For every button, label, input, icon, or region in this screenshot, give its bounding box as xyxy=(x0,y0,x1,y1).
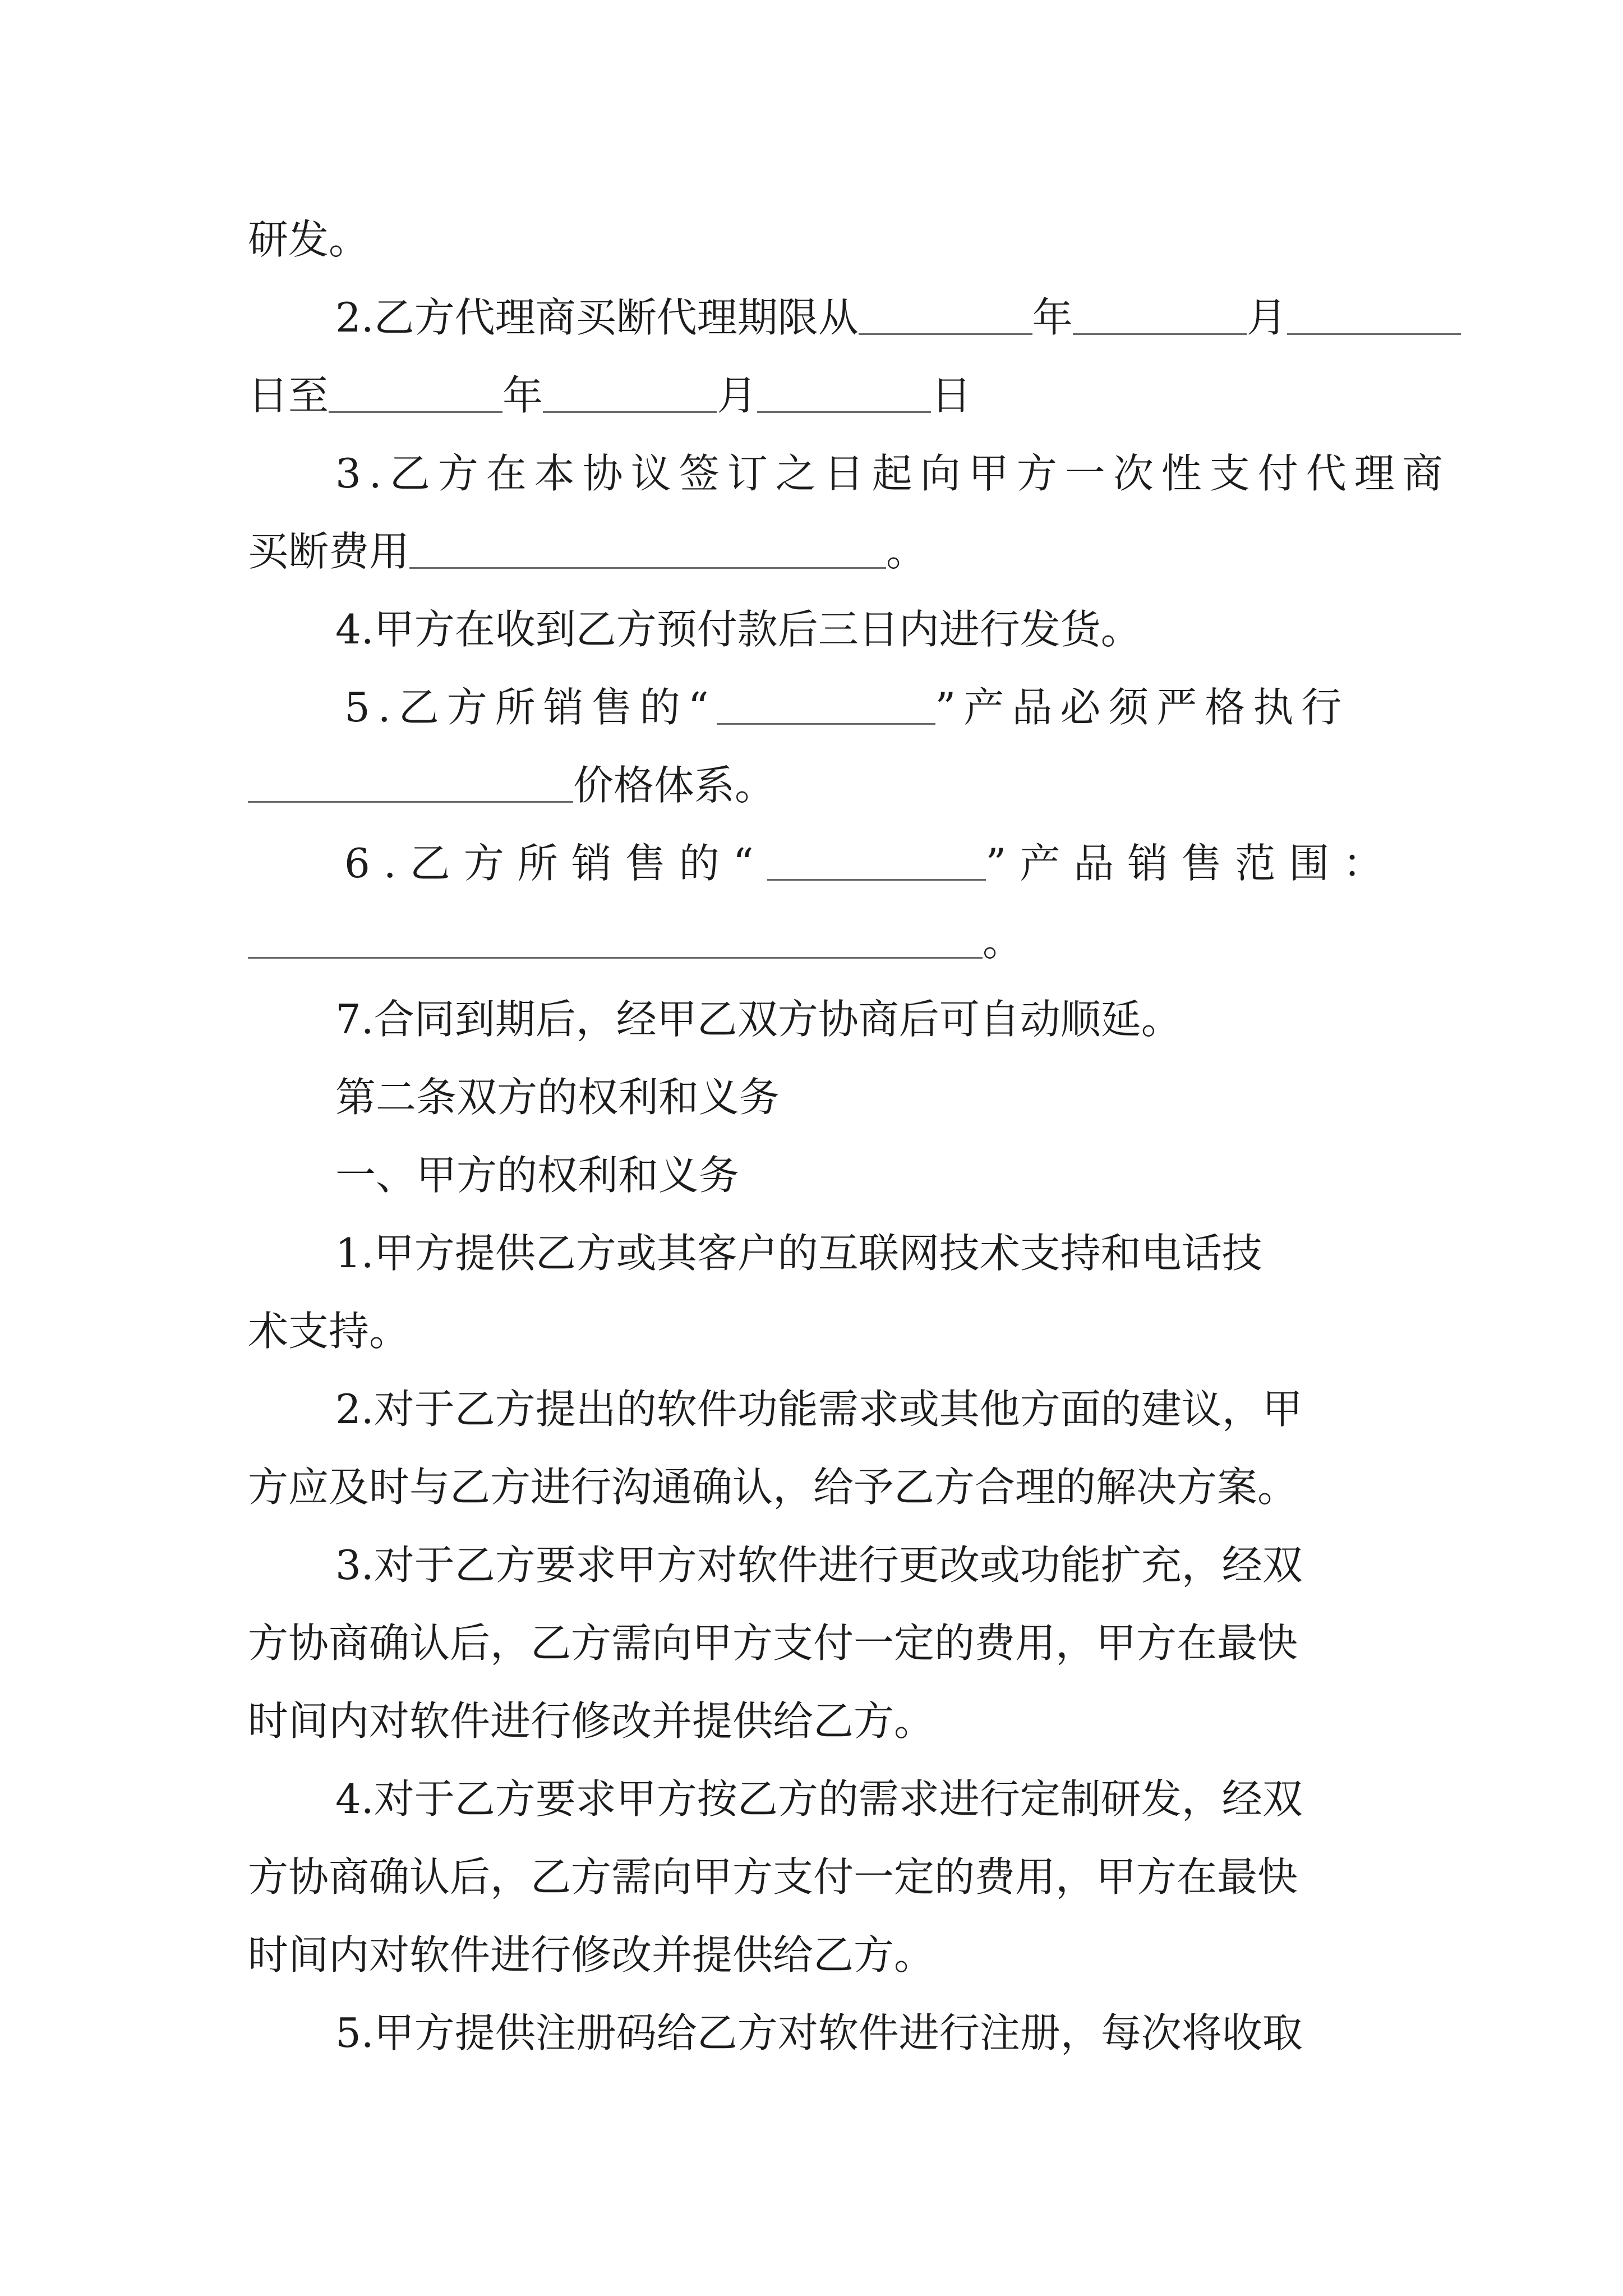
text-line: 方应及时与乙方进行沟通确认，给予乙方合理的解决方案。 xyxy=(248,1464,1298,1511)
section-heading: 第二条双方的权利和义务 xyxy=(335,1074,780,1121)
text-line: 研发。 xyxy=(248,216,370,263)
blank-field xyxy=(859,333,1032,335)
clause-custom-development: 4.对于乙方要求甲方按乙方的需求进行定制研发，经双 xyxy=(335,1775,1303,1823)
blank-field xyxy=(248,801,573,803)
text-line: 买断费用 。 xyxy=(248,528,927,575)
text-line: 日至 年 月 日 xyxy=(248,372,972,419)
clause-delivery: 4.甲方在收到乙方预付款后三日内进行发货。 xyxy=(335,606,1141,653)
text-line: 。 xyxy=(248,903,1381,981)
blank-field xyxy=(248,957,983,959)
clause-registration: 5.甲方提供注册码给乙方对软件进行注册，每次将收取 xyxy=(335,2009,1303,2056)
text-line: 方协商确认后，乙方需向甲方支付一定的费用，甲方在最快 xyxy=(248,1619,1298,1667)
blank-field xyxy=(767,879,986,881)
clause-feedback: 2.对于乙方提出的软件功能需求或其他方面的建议，甲 xyxy=(335,1386,1303,1433)
text-line: 时间内对软件进行修改并提供给乙方。 xyxy=(248,1931,935,1978)
blank-field xyxy=(757,411,931,413)
contract-body xyxy=(248,201,1451,2072)
clause-term: 2.乙方代理商买断代理期限从 年 月 xyxy=(248,279,1381,357)
clause-modification: 3.对于乙方要求甲方对软件进行更改或功能扩充，经双 xyxy=(335,1542,1303,1589)
blank-field xyxy=(717,723,935,725)
blank-field xyxy=(543,411,717,413)
clause-sales-range: 6.乙方所销售的“ ”产品销售范围： xyxy=(344,840,1397,887)
clause-payment: 3.乙方在本协议签订之日起向甲方一次性支付代理商 xyxy=(335,450,1451,497)
text-line: 价格体系。 xyxy=(248,747,1381,825)
text-line: 术支持。 xyxy=(248,1308,410,1355)
blank-field xyxy=(1073,333,1247,335)
blank-field xyxy=(409,567,886,569)
clause-support: 1.甲方提供乙方或其客户的互联网技术支持和电话技 xyxy=(335,1230,1262,1277)
text-line: 时间内对软件进行修改并提供给乙方。 xyxy=(248,1697,935,1745)
blank-field xyxy=(1287,333,1461,335)
text-line: 方协商确认后，乙方需向甲方支付一定的费用，甲方在最快 xyxy=(248,1853,1298,1901)
subsection-heading: 一、甲方的权利和义务 xyxy=(335,1152,740,1199)
clause-renewal: 7.合同到期后，经甲乙双方协商后可自动顺延。 xyxy=(335,996,1182,1043)
blank-field xyxy=(329,411,502,413)
clause-pricing: 5.乙方所销售的“ ”产品必须严格执行 xyxy=(344,684,1350,731)
